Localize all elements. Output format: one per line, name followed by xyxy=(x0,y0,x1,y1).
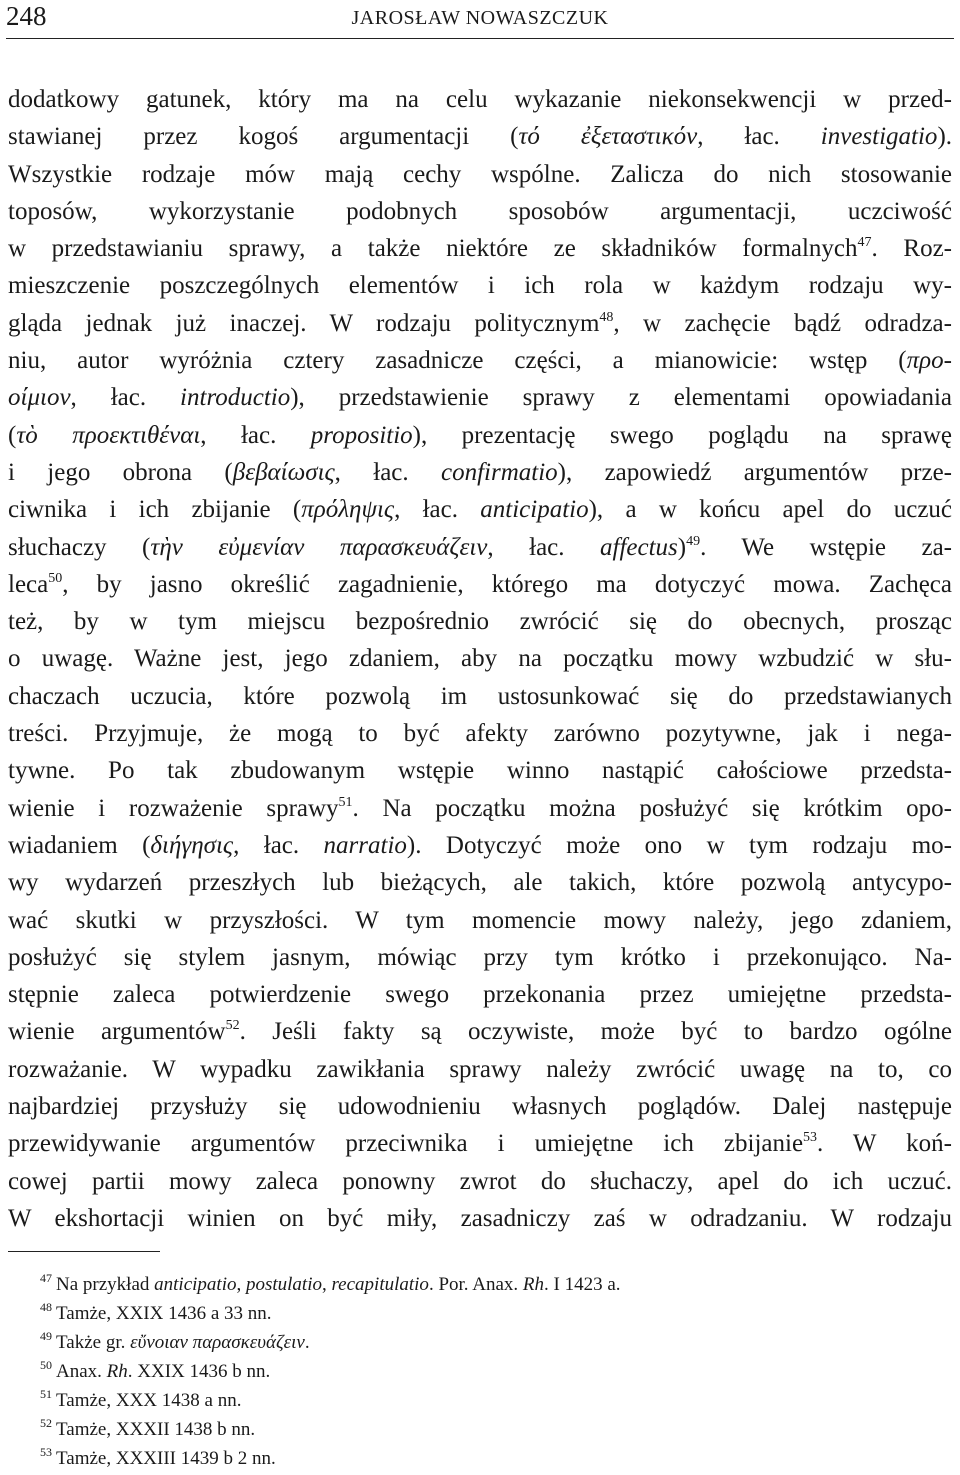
text-run: . XXIX 1436 b nn. xyxy=(127,1361,271,1382)
latin-term: introductio xyxy=(180,384,291,412)
text-line xyxy=(8,417,952,454)
latin-term: recapitulatio xyxy=(331,1274,429,1295)
text-run: tywne. Po tak zbudowanym wstępie winno nastąpić całościowe przedsta- xyxy=(8,757,952,785)
footnote-separator xyxy=(8,1251,160,1252)
text-line xyxy=(8,939,952,976)
text-line xyxy=(8,752,952,789)
footnote-ref: 53 xyxy=(803,1130,818,1146)
latin-term: investigatio xyxy=(820,123,938,151)
text-run: , xyxy=(321,1274,332,1295)
latin-term: propositio xyxy=(310,421,413,449)
text-run: niu, autor wyróżnia cztery zasadnicze części, a mianowicie: wstęp ( xyxy=(8,347,907,375)
text-run: , łac. xyxy=(70,384,181,412)
latin-term: narratio xyxy=(323,831,407,859)
latin-term: anticipatio xyxy=(480,496,589,524)
latin-term: affectus xyxy=(600,533,678,561)
text-line xyxy=(8,1200,952,1237)
footnote xyxy=(40,1357,940,1386)
text-run: , łac. xyxy=(233,831,324,859)
text-run: i jego obrona ( xyxy=(8,458,233,486)
text-run: wiadaniem ( xyxy=(8,831,151,859)
text-line xyxy=(8,230,952,267)
text-run: ), zapowiedź argumentów prze- xyxy=(557,458,952,486)
greek-term: διήγησις xyxy=(150,831,234,859)
text-run: . Na początku można posłużyć się krótkim opo- xyxy=(352,794,952,822)
text-run: . Por. Anax. xyxy=(428,1274,523,1295)
text-run: , by jasno określić zagadnienie, którego ma dotyczyć mowa. Zachęca xyxy=(62,570,952,598)
text-run: toposów, wykorzystanie podobnych sposobów argumentacji, uczciwość xyxy=(8,197,952,225)
footnote-number: 51 xyxy=(40,1387,52,1401)
text-run: ). xyxy=(937,123,952,151)
text-run: . W koń- xyxy=(817,1130,952,1158)
text-line xyxy=(8,118,952,155)
footnote xyxy=(40,1328,940,1357)
text-line xyxy=(8,305,952,342)
text-run: , łac. xyxy=(200,421,311,449)
text-line xyxy=(8,902,952,939)
text-run: ), a w końcu apel do uczuć xyxy=(588,496,952,524)
text-run: najbardziej przysłuży się udowodnieniu własnych poglądów. Dalej następuje xyxy=(8,1093,952,1121)
text-run: cowej partii mowy zaleca ponowny zwrot do słuchaczy, apel do ich uczuć. xyxy=(8,1167,952,1195)
text-run: wienie i rozważenie sprawy xyxy=(8,794,339,822)
text-line xyxy=(8,267,952,304)
text-run: stawianej przez kogoś argumentacji ( xyxy=(8,123,519,151)
latin-term: Rh xyxy=(522,1274,544,1295)
text-line xyxy=(8,678,952,715)
footnote xyxy=(40,1415,940,1444)
text-line xyxy=(8,1088,952,1125)
text-run: chaczach uczucia, które pozwolą im ustosunkować się do przedstawianych xyxy=(8,682,952,710)
latin-term: Rh xyxy=(106,1361,128,1382)
footnote-number: 48 xyxy=(40,1300,52,1314)
text-run: w przedstawianiu sprawy, a także niektóre ze składników formalnych xyxy=(8,235,858,263)
footnote-number: 53 xyxy=(40,1445,52,1459)
page-header xyxy=(0,0,960,40)
greek-term: εὔνοιαν παρασκευάζειν xyxy=(130,1332,305,1353)
text-line xyxy=(8,827,952,864)
text-run: treści. Przyjmuje, że mogą to być afekty zarówno pozytywne, jak i nega- xyxy=(8,720,952,748)
text-run: . Jeśli fakty są oczywiste, może być to bardzo ogólne xyxy=(239,1018,952,1046)
text-run: posłużyć się stylem jasnym, mówiąc przy tym krótko i przekonująco. Na- xyxy=(8,943,952,971)
text-run: Anax. xyxy=(56,1361,107,1382)
footnote-ref: 48 xyxy=(599,309,614,325)
latin-term: postulatio xyxy=(245,1274,322,1295)
latin-term: anticipatio xyxy=(154,1274,237,1295)
greek-term: τό ἐξεταστικόν xyxy=(518,123,698,151)
text-line xyxy=(8,566,952,603)
text-line xyxy=(8,491,952,528)
text-run: Tamże, XXXIII 1439 b 2 nn. xyxy=(56,1448,276,1469)
footnote-number: 47 xyxy=(40,1271,52,1285)
text-run: ), przedstawienie sprawy z elementami opowiadania xyxy=(290,384,952,412)
footnote xyxy=(40,1299,940,1328)
greek-term: πρόληψις xyxy=(301,496,395,524)
text-line xyxy=(8,715,952,752)
text-run: , xyxy=(236,1274,246,1295)
latin-term: confirmatio xyxy=(441,458,558,486)
text-run: , łac. xyxy=(334,458,441,486)
text-run: Na przykład xyxy=(56,1274,155,1295)
text-run: Także gr. xyxy=(56,1332,131,1353)
text-run: leca xyxy=(8,570,49,598)
text-run: ( xyxy=(8,421,17,449)
text-line xyxy=(8,379,952,416)
text-run: rozważanie. W wypadku zawikłania sprawy należy zwrócić uwagę na to, co xyxy=(8,1055,952,1083)
text-line xyxy=(8,640,952,677)
text-line xyxy=(8,603,952,640)
text-run: , w zachęcie bądź odradza- xyxy=(613,309,952,337)
greek-term: προ- xyxy=(906,347,952,375)
footnote xyxy=(40,1270,940,1299)
footnote-ref: 52 xyxy=(225,1018,240,1034)
text-line xyxy=(8,454,952,491)
text-run: o uwagę. Ważne jest, jego zdaniem, aby na początku mowy wzbudzić w słu- xyxy=(8,645,952,673)
text-run: przewidywanie argumentów przeciwnika i umiejętne ich zbijanie xyxy=(8,1130,804,1158)
text-run: wienie argumentów xyxy=(8,1018,226,1046)
text-line xyxy=(8,156,952,193)
header-rule xyxy=(6,38,954,39)
text-line xyxy=(8,529,952,566)
text-run: . xyxy=(304,1332,310,1353)
greek-term: βεβαίωσις xyxy=(232,458,335,486)
text-line xyxy=(8,342,952,379)
footnote-ref: 51 xyxy=(338,794,353,810)
footnote xyxy=(40,1386,940,1415)
text-line xyxy=(8,1125,952,1162)
text-run: słuchaczy ( xyxy=(8,533,151,561)
text-run: też, by w tym miejscu bezpośrednio zwrócić się do obecnych, prosząc xyxy=(8,608,952,636)
footnote-ref: 49 xyxy=(686,533,701,549)
text-line xyxy=(8,790,952,827)
body-text xyxy=(8,81,952,1237)
text-run: wy wydarzeń przeszłych lub bieżących, ale takich, które pozwolą antycypo- xyxy=(8,869,952,897)
text-line xyxy=(8,193,952,230)
running-head: JAROSŁAW NOWASZCZUK xyxy=(351,7,609,29)
text-run: ). Dotyczyć może ono w tym rodzaju mo- xyxy=(406,831,952,859)
text-run: ), prezentację swego poglądu na sprawę xyxy=(412,421,952,449)
text-line xyxy=(8,864,952,901)
text-run: W ekshortacji winien on być miły, zasadniczy zaś w odradzaniu. W rodzaju xyxy=(8,1204,952,1232)
text-run: mieszczenie poszczególnych elementów i ich rola w każdym rodzaju wy- xyxy=(8,272,952,300)
text-line xyxy=(8,1051,952,1088)
footnote-ref: 47 xyxy=(857,235,872,251)
footnote-number: 50 xyxy=(40,1358,52,1372)
text-run: , łac. xyxy=(394,496,481,524)
text-run: stępnie zaleca potwierdzenie swego przekonania przez umiejętne przedsta- xyxy=(8,981,952,1009)
text-run: , łac. xyxy=(487,533,601,561)
greek-term: οίμιον xyxy=(8,384,71,412)
text-run: . Roz- xyxy=(871,235,952,263)
text-run: gląda jednak już inaczej. W rodzaju politycznym xyxy=(8,309,600,337)
text-run: wać skutki w przyszłości. W tym momencie mowy należy, jego zdaniem, xyxy=(8,906,952,934)
text-run: Tamże, XXX 1438 a nn. xyxy=(56,1390,242,1411)
footnote-ref: 50 xyxy=(48,570,63,586)
text-run: . I 1423 a. xyxy=(544,1274,621,1295)
text-run: , łac. xyxy=(697,123,821,151)
text-line xyxy=(8,81,952,118)
footnote-number: 49 xyxy=(40,1329,52,1343)
footnote-number: 52 xyxy=(40,1416,52,1430)
text-run: Wszystkie rodzaje mów mają cechy wspólne. Zalicza do nich stosowanie xyxy=(8,160,952,188)
text-run: Tamże, XXIX 1436 a 33 nn. xyxy=(56,1303,272,1324)
text-run: ) xyxy=(677,533,687,561)
text-run: Tamże, XXXII 1438 b nn. xyxy=(56,1419,256,1440)
footnote xyxy=(40,1444,940,1473)
text-line xyxy=(8,1013,952,1050)
text-run: ciwnika i ich zbijanie ( xyxy=(8,496,302,524)
text-line xyxy=(8,976,952,1013)
footnotes xyxy=(40,1270,940,1473)
greek-term: τὴν εὐμενίαν παρασκευάζειν xyxy=(150,533,488,561)
text-run: . We wstępie za- xyxy=(700,533,952,561)
text-run: dodatkowy gatunek, który ma na celu wykazanie niekonsekwencji w przed- xyxy=(8,86,952,113)
text-line xyxy=(8,1163,952,1200)
page-number: 248 xyxy=(6,1,47,31)
greek-term: τὸ προεκτιθέναι xyxy=(16,421,201,449)
